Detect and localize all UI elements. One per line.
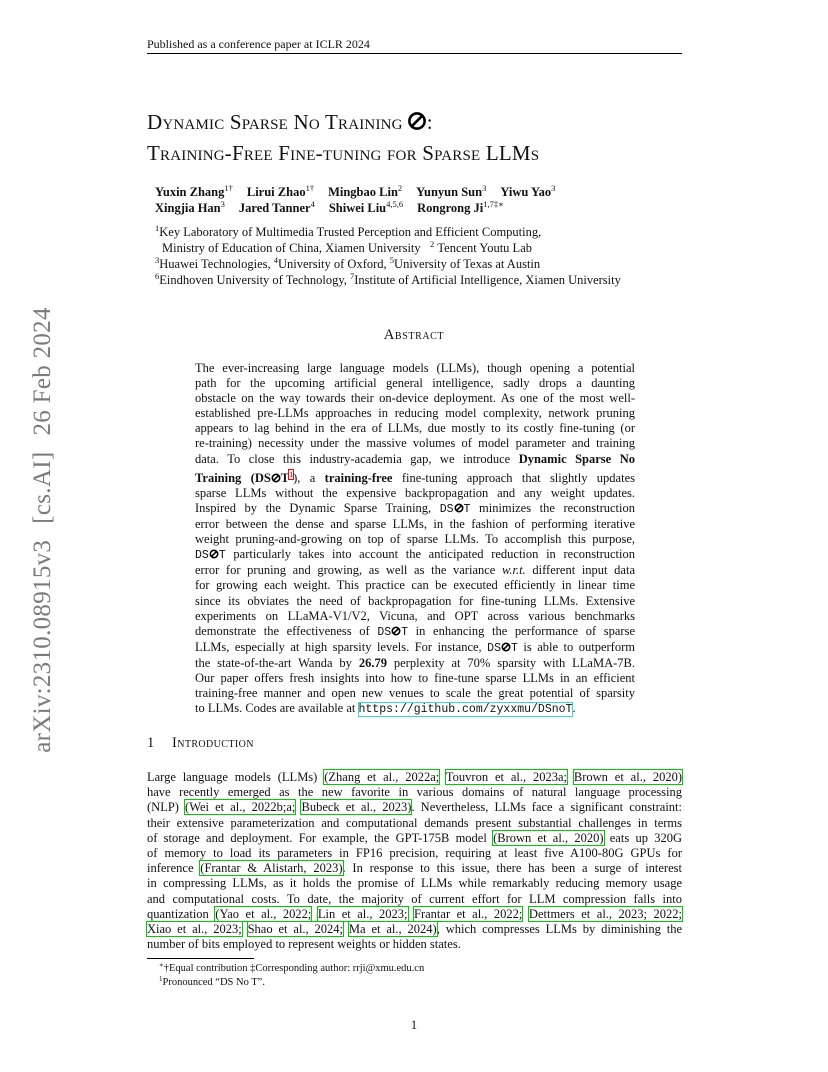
author: Xingjia Han$^3$	[155, 199, 225, 215]
citation-link[interactable]: Frantar et al., 2022;	[414, 906, 523, 921]
citation-link[interactable]: Ma et al., 2024)	[348, 922, 437, 937]
citation-link[interactable]: Shao et al., 2024;	[247, 922, 344, 937]
author: Yunyun Sun$^3$	[416, 183, 487, 199]
abstract-line: the state-of-the-art Wanda by 26.79 perplexity at 70% sparsity with LLaMA-7B.	[195, 655, 635, 670]
affiliation-line: $^6$Eindhoven University of Technology, $^7$Institute of Artificial Intelligence, Xiamen University	[155, 271, 621, 287]
abstract-line: demonstrate the effectiveness of DS T in enhancing the performance of sparse	[195, 623, 635, 639]
citation-link[interactable]: Xiao et al., 2023;	[147, 922, 242, 937]
abstract-line: appears to lag behind in the era of LLMs, due mostly to its costly fine-tuning (or	[195, 421, 635, 436]
footnote-ref[interactable]: 1	[289, 469, 294, 479]
body-line: quantization (Yao et al., 2022; Lin et al., 2023; Frantar et al., 2022; Dettmers et al., 2023; 2022;	[147, 906, 683, 921]
author: Yuxin Zhang$^{1\dagger}$	[155, 183, 233, 199]
introduction-body	[147, 770, 682, 952]
arxiv-date: 26 Feb 2024	[29, 307, 56, 436]
no-symbol-icon	[501, 642, 511, 652]
citation-link[interactable]: Brown et al., 2020)	[573, 770, 682, 784]
abstract-line: since its obviates the need of backpropagation for fine-tuning LLMs. Extensive	[195, 593, 635, 608]
abstract-line: Our paper offers fresh insights into how to fine-tune sparse LLMs in an efficient	[195, 671, 635, 686]
no-symbol-icon	[209, 549, 219, 559]
section-title: Introduction	[172, 735, 254, 751]
running-header: Published as a conference paper at ICLR 2024	[147, 37, 370, 51]
code-link[interactable]: https://github.com/zyxxmu/DSnoT	[358, 703, 573, 717]
section-heading	[147, 734, 547, 752]
body-line: inference (Frantar & Alistarh, 2023). In response to this issue, there has been a surge of interest	[147, 861, 682, 876]
footnote: ∗†Equal contribution ‡Corresponding author: rrji@xmu.edu.cn	[159, 961, 425, 974]
abstract-line: DS T particularly takes into account the anticipated reduction in reconstruction	[195, 547, 635, 563]
body-line: of storage and deployment. For example, the GPT-175B model (Brown et al., 2020) eats up 320G	[147, 830, 682, 845]
citation-link[interactable]: (Frantar & Alistarh, 2023)	[200, 861, 343, 876]
body-line: in compressing LLMs, as it holds the promise of LLMs while remarkably reducing memory usage	[147, 876, 682, 891]
author-list	[155, 184, 675, 216]
citation-link[interactable]: (Zhang et al., 2022a;	[324, 770, 440, 784]
abstract-line: to LLMs. Codes are available at https://github.com/zyxxmu/DSnoT.	[195, 701, 576, 717]
no-symbol-icon	[271, 473, 281, 483]
abstract-line: weight pruning-and-growing on top of sparse LLMs. To accomplish this purpose,	[195, 532, 635, 547]
header-rule	[147, 53, 682, 54]
abstract-line: training-free manner and open new venues to scale the great potential of sparsity	[195, 686, 635, 701]
abstract-line: re-training) necessity under the massive volumes of model parameter and training	[195, 436, 635, 451]
abstract-body	[195, 361, 635, 717]
author: Yiwu Yao$^3$	[500, 183, 556, 199]
footnote-rule	[147, 958, 254, 959]
author: Jared Tanner$^4$	[238, 199, 315, 215]
footnotes	[159, 962, 679, 990]
abstract-line: path for the upcoming artificial general intelligence, sadly drops a daunting	[195, 376, 635, 391]
body-line: (NLP) (Wei et al., 2022b;a; Bubeck et al., 2023). Nevertheless, LLMs face a significant constraint:	[147, 800, 682, 815]
body-line: and computational costs. To date, the majority of current effort for LLM compression falls into	[147, 891, 682, 906]
author-row-1	[155, 184, 675, 200]
abstract-line: for growing each weight. This practice can be executed efficiently in linear time	[195, 578, 635, 593]
citation-link[interactable]: Dettmers et al., 2023; 2022;	[528, 906, 683, 921]
no-symbol-icon	[407, 110, 427, 139]
title-colon: :	[426, 110, 433, 134]
abstract-line: Inspired by the Dynamic Sparse Training, DS T minimizes the reconstruction	[195, 501, 635, 516]
footnote: $^1$Pronounced “DS No T”.	[159, 975, 265, 988]
affiliations	[155, 224, 695, 288]
arxiv-stamp	[28, 307, 58, 753]
affiliation-line: $^1$Key Laboratory of Multimedia Trusted Perception and Efficient Computing,	[155, 223, 542, 239]
author: Mingbao Lin$^2$	[328, 183, 403, 199]
citation-link[interactable]: (Wei et al., 2022b;a;	[185, 800, 296, 815]
abstract-line: LLMs, especially at high sparsity levels. For instance, DS T is able to outperform	[195, 639, 635, 655]
no-symbol-icon	[454, 503, 464, 513]
author: Rongrong $Ji^{1,7\ddagger∗}$	[417, 199, 504, 215]
body-line: their extensive parameterization and computational demands present substantial challenges in terms	[147, 815, 682, 830]
abstract-line: established pre-LLMs approaches in reducing model complexity, network pruning	[195, 406, 635, 421]
abstract-line: Training (DS $T^1$), a training-free fine-tuning approach that slightly updates	[195, 469, 635, 485]
abstract-line: obstacle on the way towards their on-device deployment. As one of the most well-	[195, 391, 635, 406]
abstract-line: data. To close this industry-academia gap, we introduce Dynamic Sparse No	[195, 451, 635, 466]
section-number: 1	[147, 735, 155, 751]
body-line: of memory to load its parameters in FP16 precision, requiring at least five A100-80G GPUs for	[147, 846, 682, 861]
body-line: number of bits employed to represent weights or hidden states.	[147, 937, 461, 952]
abstract-line: error for pruning and growing, as well as the variance w.r.t. different input data	[195, 563, 635, 578]
no-symbol-icon	[391, 626, 401, 636]
abstract-line: error between the dense and sparse LLMs, in the fashion of performing iterative	[195, 517, 635, 532]
abstract-line: experiments on LLaMA-V1/V2, Vicuna, and OPT across various benchmarks	[195, 608, 635, 623]
abstract-heading: Abstract	[383, 327, 445, 343]
affiliation-line: Ministry of Education of China, Xiamen University $^2$ Tencent Youtu Lab	[162, 239, 532, 255]
citation-link[interactable]: Bubeck et al., 2023)	[301, 800, 412, 815]
abstract-line: The ever-increasing large language models (LLMs), though opening a potential	[195, 361, 635, 375]
body-line: Xiao et al., 2023; Shao et al., 2024; Ma et al., 2024), which compresses LLMs by diminishing the	[147, 922, 683, 937]
body-line: Large language models (LLMs) (Zhang et al., 2022a; Touvron et al., 2023a; Brown et al., 2020)	[147, 770, 682, 784]
citation-link[interactable]: (Brown et al., 2020)	[493, 830, 604, 845]
page-number: 1	[410, 1018, 418, 1032]
title-line-1-text: Dynamic Sparse No Training	[147, 110, 403, 134]
affiliation-line: $^3$Huawei Technologies, $^4$University of Oxford, $^5$University of Texas at Austin	[155, 255, 541, 271]
citation-link[interactable]: Lin et al., 2023;	[317, 906, 408, 921]
author: Shiwei Liu$^{4,5,6}$	[328, 199, 404, 215]
paper-title	[147, 108, 707, 168]
author: Lirui Zhao$^{1\dagger}$	[246, 183, 315, 199]
citation-link[interactable]: Touvron et al., 2023a;	[445, 770, 568, 784]
title-line-1	[147, 108, 707, 139]
title-line-2: Training-Free Fine-tuning for Sparse LLMs	[147, 141, 540, 165]
author-row-2	[155, 200, 675, 216]
arxiv-category: [cs.AI]	[29, 451, 56, 524]
citation-link[interactable]: (Yao et al., 2022;	[215, 906, 312, 921]
arxiv-id: arXiv:2310.08915v3	[29, 539, 56, 753]
body-line: have recently emerged as the new favorite in various domains of natural language processing	[147, 785, 682, 800]
abstract-line: sparse LLMs without the expensive backpropagation and any weight updates.	[195, 485, 635, 500]
